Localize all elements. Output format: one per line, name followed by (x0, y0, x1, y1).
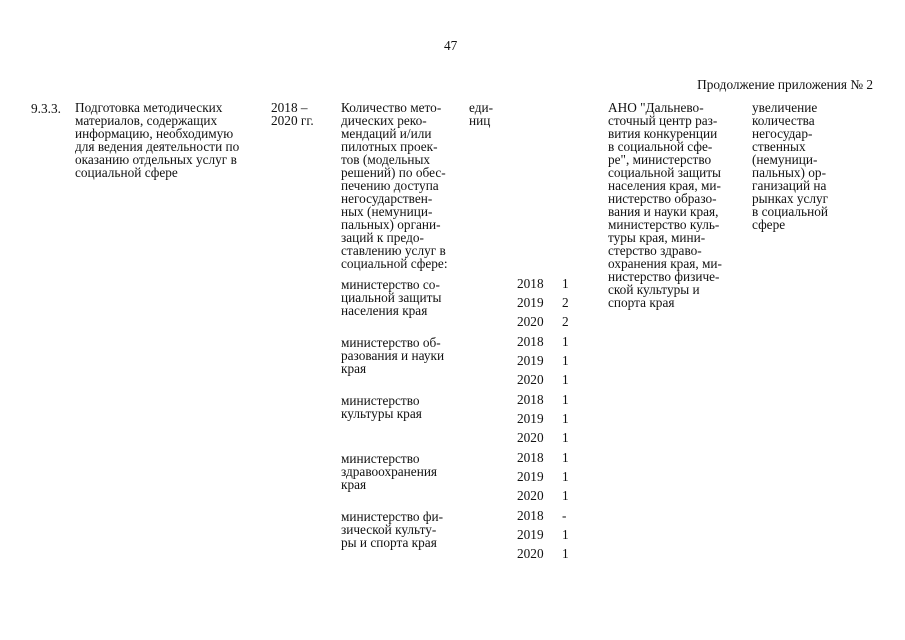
value-cell: 1 (562, 546, 569, 561)
executor-line: в социальной сфе- (608, 139, 713, 154)
ministry-name-line: министерство фи- (341, 509, 444, 524)
result-line: в социальной (752, 204, 828, 219)
title-line: материалов, содержащих (75, 113, 218, 128)
title-line: информацию, необходимую (75, 126, 234, 141)
indicator (341, 101, 466, 270)
ministry-name-line: края (341, 477, 367, 492)
expected-result (752, 101, 874, 231)
title-line: для ведения деятельности по (75, 139, 240, 154)
year-label: 2020 (517, 488, 544, 503)
indicator-line: пальных) органи- (341, 217, 441, 232)
year-label: 2018 (517, 276, 544, 291)
value-cell: 1 (562, 527, 569, 542)
row-id: 9.3.3. (31, 101, 61, 116)
value-cell: 1 (562, 372, 569, 387)
title-line: Подготовка методических (75, 100, 223, 115)
year-label: 2019 (517, 469, 544, 484)
ministry-name-line: зической культу- (341, 522, 437, 537)
value-cell: - (562, 508, 567, 523)
executor-line: нистерство физиче- (608, 269, 720, 284)
result-line: (немуници- (752, 152, 818, 167)
result-line: пальных) ор- (752, 165, 827, 180)
executor-line: спорта края (608, 295, 675, 310)
year-label: 2018 (517, 508, 544, 523)
year-label: 2019 (517, 527, 544, 542)
result-line: негосудар- (752, 126, 813, 141)
executor-line: ской культуры и (608, 282, 700, 297)
continuation-label: Продолжение приложения № 2 (697, 77, 873, 92)
year-label: 2019 (517, 411, 544, 426)
value-cell: 1 (562, 430, 569, 445)
ministry-education (341, 336, 466, 375)
ministry-name-line: края (341, 361, 367, 376)
ministry-name-line: населения края (341, 303, 428, 318)
executor-line: министерство куль- (608, 217, 720, 232)
executor-line: социальной защиты (608, 165, 721, 180)
indicator-line: заций к предо- (341, 230, 424, 245)
result-line: увеличение (752, 100, 818, 115)
indicator-line: негосударствен- (341, 191, 433, 206)
ministry-name-line: министерство об- (341, 335, 441, 350)
indicator-line: решений) по обес- (341, 165, 446, 180)
executor-line: ре", министерство (608, 152, 712, 167)
value-cell: 1 (562, 334, 569, 349)
result-line: сфере (752, 217, 786, 232)
result-line: ганизаций на (752, 178, 827, 193)
unit-line: еди- (469, 100, 494, 115)
period-line: 2020 гг. (271, 113, 314, 128)
value-cell: 1 (562, 450, 569, 465)
year-label: 2019 (517, 353, 544, 368)
ministry-name-line: культуры края (341, 406, 422, 421)
executor-line: населения края, ми- (608, 178, 721, 193)
page-number: 47 (444, 38, 458, 53)
value-cell: 1 (562, 276, 569, 291)
year-label: 2019 (517, 295, 544, 310)
value-cell: 1 (562, 469, 569, 484)
ministry-social-protection (341, 278, 466, 317)
executor-line: туры края, мини- (608, 230, 706, 245)
unit-line: ниц (469, 113, 491, 128)
executors (608, 101, 743, 309)
title-line: оказанию отдельных услуг в (75, 152, 237, 167)
period-line: 2018 – (271, 100, 308, 115)
year-label: 2020 (517, 372, 544, 387)
result-line: рынках услуг (752, 191, 829, 206)
indicator-line: Количество мето- (341, 100, 442, 115)
indicator-line: дических реко- (341, 113, 427, 128)
executor-line: стерство здраво- (608, 243, 702, 258)
indicator-line: социальной сфере: (341, 256, 448, 271)
value-cell: 1 (562, 488, 569, 503)
year-label: 2020 (517, 314, 544, 329)
ministry-name-line: здравоохранения (341, 464, 438, 479)
ministry-name-line: министерство (341, 451, 420, 466)
indicator-line: ставлению услуг в (341, 243, 446, 258)
ministry-name-line: разования и науки (341, 348, 445, 363)
indicator-line: печению доступа (341, 178, 439, 193)
result-line: количества (752, 113, 815, 128)
executor-line: вития конкуренции (608, 126, 718, 141)
value-cell: 1 (562, 353, 569, 368)
executor-line: сточный центр раз- (608, 113, 718, 128)
ministry-sport (341, 510, 466, 549)
indicator-line: ных (немуници- (341, 204, 433, 219)
ministry-name-line: министерство со- (341, 277, 440, 292)
ministry-name-line: министерство (341, 393, 420, 408)
year-label: 2018 (517, 392, 544, 407)
ministry-name-line: циальной защиты (341, 290, 442, 305)
ministry-healthcare (341, 452, 466, 491)
executor-line: охранения края, ми- (608, 256, 722, 271)
executor-line: нистерство образо- (608, 191, 717, 206)
ministry-name-line: ры и спорта края (341, 535, 437, 550)
period (271, 101, 321, 127)
year-label: 2020 (517, 430, 544, 445)
activity-title (75, 101, 265, 179)
value-cell: 1 (562, 411, 569, 426)
indicator-line: тов (модельных (341, 152, 431, 167)
year-label: 2020 (517, 546, 544, 561)
year-label: 2018 (517, 334, 544, 349)
title-line: социальной сфере (75, 165, 178, 180)
result-line: ственных (752, 139, 806, 154)
executor-line: вания и науки края, (608, 204, 719, 219)
indicator-line: пилотных проек- (341, 139, 438, 154)
value-cell: 2 (562, 314, 569, 329)
unit (469, 101, 509, 127)
ministry-culture (341, 394, 466, 420)
executor-line: АНО "Дальнево- (608, 100, 704, 115)
year-label: 2018 (517, 450, 544, 465)
indicator-line: мендаций и/или (341, 126, 432, 141)
value-cell: 1 (562, 392, 569, 407)
value-cell: 2 (562, 295, 569, 310)
